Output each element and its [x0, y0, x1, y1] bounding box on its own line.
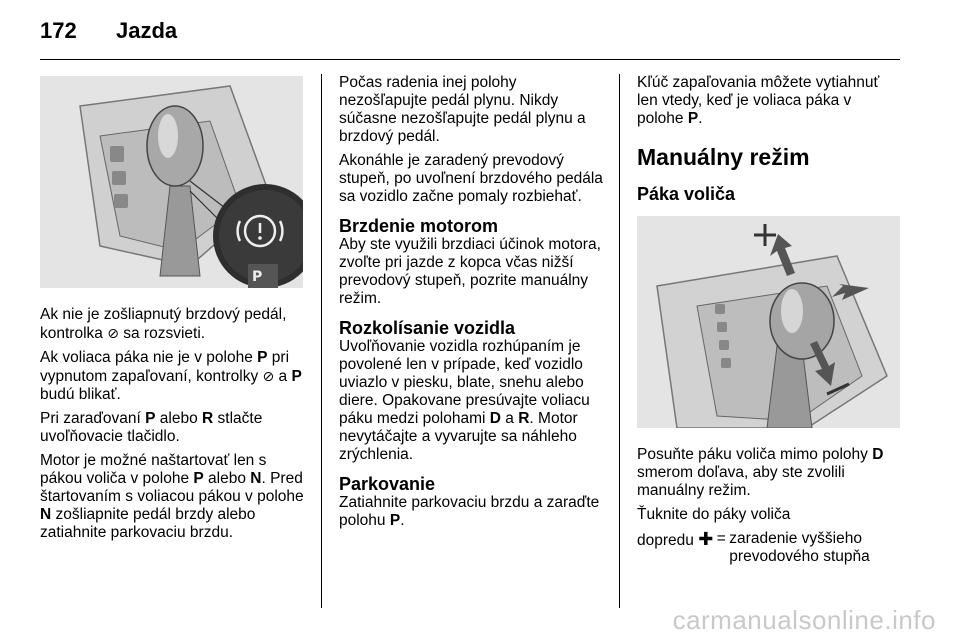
paragraph-accelerator: Počas radenia inej polohy nezošľapujte pedál plynu. Nikdy súčasne nezošľapujte pedál plynu a brzdový pedál. [339, 74, 586, 145]
column-2 [339, 74, 603, 536]
paragraph-rocking: Uvoľňovanie vozidla rozhúpaním je povolené len v prípade, keď vozidlo uviazlo v piesku, blate, snehu alebo diere. Opakovane presúvajte voliacu páku medzi polohami D a R. Motor nevytáčajte a vyvarujte sa náhleho zrýchlenia. [339, 338, 590, 463]
gear-selector-illustration [40, 76, 303, 288]
section-title: Manuálny režim [637, 144, 810, 170]
manual-mode-drawing [637, 216, 900, 428]
subsection-title: Páka voliča [637, 184, 736, 204]
paragraph-parking: Zatiahnite parkovaciu brzdu a zaraďte polohu P. [339, 494, 600, 529]
paragraph-1: Ak nie je zošliapnutý brzdový pedál, kontrolka ⊘ sa rozsvieti. [40, 306, 287, 342]
brake-warning-icon: ⊘ [107, 325, 119, 341]
heading-engine-braking: Brzdenie motorom [339, 216, 499, 236]
paragraph-tap: Ťuknite do páky voliča [637, 506, 791, 523]
heading-rocking: Rozkolísanie vozidla [339, 318, 516, 338]
brake-warning-icon: ⊘ [262, 368, 275, 384]
column-3 [637, 74, 901, 566]
heading-parking: Parkovanie [339, 474, 436, 494]
paragraph-creep: Akonáhle je zaradený prevodový stupeň, po uvoľnení brzdového pedála sa vozidlo začne pomaly rozbiehať. [339, 152, 603, 205]
paragraph-2: Ak voliaca páka nie je v polohe P pri vypnutom zapaľovaní, kontrolky ⊘ a P budú blikať. [40, 349, 302, 403]
paragraph-engine-braking: Aby ste využili brzdiaci účinok motora, zvoľte pri jazde z kopca včas nižší prevodový stupeň, pozrite manuálny režim. [339, 236, 601, 307]
definition-forward: dopredu ✚ = zaradenie vyššieho prevodového stupňa [637, 529, 870, 565]
column-divider [321, 74, 322, 608]
figure-label-p: P [252, 269, 263, 285]
page-number: 172 [40, 18, 77, 43]
paragraph-4: Motor je možné naštartovať len s pákou voliča v polohe P alebo N. Pred štartovaním s voliacou pákou v polohe N zošliapnite pedál brzdy alebo zatiahnite parkovaciu brzdu. [40, 452, 304, 541]
chapter-title: Jazda [116, 18, 178, 43]
paragraph-key: Kľúč zapaľovania môžete vytiahnuť len vtedy, keď je voliaca páka v polohe P. [637, 74, 880, 127]
column-1 [40, 74, 304, 548]
header-rule [40, 59, 900, 60]
column-divider [619, 74, 620, 608]
gear-selector-drawing [40, 76, 303, 288]
paragraph-manual-select: Posuňte páku voliča mimo polohy D smerom doľava, aby ste zvolili manuálny režim. [637, 446, 884, 499]
watermark: carmanualsonline.info [672, 605, 936, 635]
paragraph-3: Pri zaraďovaní P alebo R stlačte uvoľňovacie tlačidlo. [40, 410, 263, 445]
manual-mode-illustration [637, 216, 900, 428]
plus-icon: ✚ [698, 529, 714, 549]
